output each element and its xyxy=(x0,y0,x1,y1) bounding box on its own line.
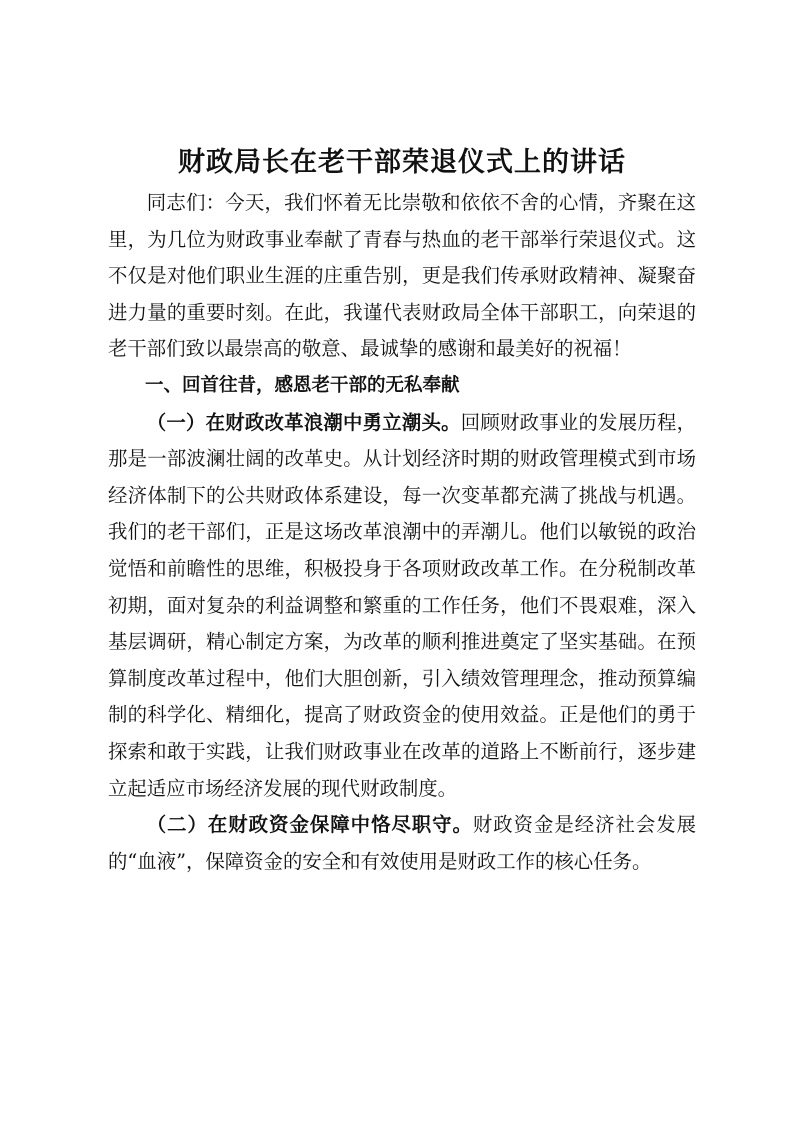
document-title: 财政局长在老干部荣退仪式上的讲话 xyxy=(178,147,626,178)
section-heading: 一、回首往昔，感恩老干部的无私奉献 xyxy=(145,374,460,396)
paragraph-body-funds: 财政资金是经济社会发展的“血液”，保障资金的安全和有效使用是财政工作的核心任务。 xyxy=(108,813,697,873)
paragraph-lead-funds: （二）在财政资金保障中恪尽职守。 xyxy=(146,813,473,837)
paragraph-lead-reform: （一）在财政改革浪潮中勇立潮头。 xyxy=(146,410,461,434)
paragraph-reform xyxy=(108,405,696,808)
paragraph-funds xyxy=(108,807,696,880)
intro-paragraph: 同志们：今天，我们怀着无比崇敬和依依不舍的心情，齐聚在这里，为几位为财政事业奉献了青春与热血的老干部举行荣退仪式。这不仅是对他们职业生涯的庄重告别，更是我们传承财政精神、凝聚奋进力量的重要时刻。在此，我谨代表财政局全体干部职工，向荣退的老干部们致以最崇高的敬意、最诚挚的感谢和最美好的祝福！ xyxy=(108,191,696,361)
document-body xyxy=(108,141,696,880)
paragraph-body-reform: 回顾财政事业的发展历程，那是一部波澜壮阔的改革史。从计划经济时期的财政管理模式到市场经济体制下的公共财政体系建设，每一次变革都充满了挑战与机遇。我们的老干部们，正是这场改革浪潮中的弄潮儿。他们以敏锐的政治觉悟和前瞻性的思维，积极投身于各项财政改革工作。在分税制改革初期，面对复杂的利益调整和繁重的工作任务，他们不畏艰难，深入基层调研，精心制定方案，为改革的顺利推进奠定了坚实基础。在预算制度改革过程中，他们大胆创新，引入绩效管理理念，推动预算编制的科学化、精细化，提高了财政资金的使用效益。正是他们的勇于探索和敢于实践，让我们财政事业在改革的道路上不断前行，逐步建立起适应市场经济发展的现代财政制度。 xyxy=(108,410,697,800)
